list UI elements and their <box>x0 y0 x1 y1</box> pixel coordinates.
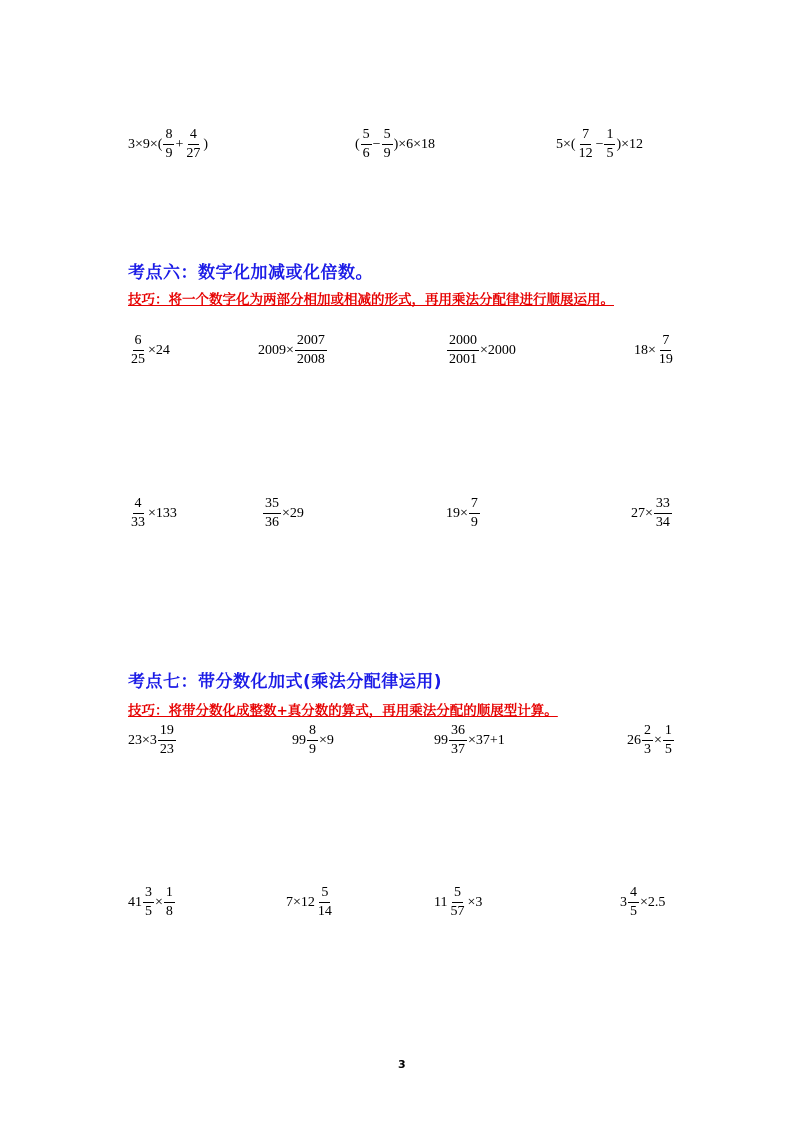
fraction <box>316 886 334 919</box>
fraction-denominator: 5 <box>606 146 614 161</box>
fraction-numerator: 33 <box>654 497 672 514</box>
expression-8 <box>128 497 177 530</box>
fraction-numerator: 4 <box>188 128 199 145</box>
expr-text: 23×3 <box>128 732 157 748</box>
expression-7 <box>634 334 676 367</box>
expr-text: 3 <box>620 894 627 910</box>
expression-16 <box>128 886 176 919</box>
fraction-denominator: 19 <box>658 352 673 367</box>
fraction-numerator: 7 <box>580 128 591 145</box>
expr-text: ×2000 <box>480 342 516 358</box>
fraction <box>382 128 393 161</box>
fraction-denominator: 36 <box>265 515 279 530</box>
fraction-numerator: 8 <box>163 128 174 145</box>
expr-text: 26 <box>627 732 641 748</box>
fraction <box>263 497 281 530</box>
expression-1 <box>128 128 208 161</box>
expression-10 <box>446 497 481 530</box>
expr-text: 2009× <box>258 342 294 358</box>
expr-text: ×3 <box>467 894 483 910</box>
fraction-denominator: 14 <box>317 904 332 919</box>
fraction-numerator: 1 <box>164 886 175 903</box>
fraction <box>604 128 615 161</box>
fraction <box>449 724 467 757</box>
fraction-denominator: 33 <box>131 515 145 530</box>
fraction-numerator: 2007 <box>295 334 327 351</box>
fraction-numerator: 1 <box>663 724 674 741</box>
fraction-numerator: 7 <box>660 334 671 351</box>
fraction <box>657 334 675 367</box>
fraction-denominator: 37 <box>451 742 465 757</box>
fraction <box>448 886 466 919</box>
fraction <box>295 334 327 367</box>
expression-14 <box>434 724 505 757</box>
expression-15 <box>627 724 675 757</box>
expression-4 <box>128 334 170 367</box>
expr-text: × <box>155 894 163 910</box>
fraction-denominator: 2001 <box>449 352 477 367</box>
fraction <box>469 497 480 530</box>
expr-text: ×2.5 <box>640 894 666 910</box>
fraction-denominator: 9 <box>383 146 391 161</box>
fraction-denominator: 8 <box>165 904 173 919</box>
expr-text: 19× <box>446 505 468 521</box>
expr-text: 18× <box>634 342 656 358</box>
fraction <box>577 128 595 161</box>
expr-text: + <box>175 136 184 152</box>
expr-text: 41 <box>128 894 142 910</box>
expr-text: ×37+1 <box>468 732 505 748</box>
fraction-numerator: 3 <box>143 886 154 903</box>
expr-text: 5×( <box>556 136 576 152</box>
fraction <box>361 128 372 161</box>
fraction <box>642 724 653 757</box>
fraction <box>628 886 639 919</box>
expr-text: 7×12 <box>286 894 315 910</box>
fraction-denominator: 5 <box>664 742 672 757</box>
fraction-denominator: 34 <box>655 515 670 530</box>
fraction <box>129 334 147 367</box>
expression-18 <box>434 886 482 919</box>
expression-19 <box>620 886 665 919</box>
expression-5 <box>258 334 328 367</box>
expr-text: − <box>595 136 604 152</box>
expression-13 <box>292 724 334 757</box>
fraction-numerator: 19 <box>158 724 176 741</box>
fraction-denominator: 2008 <box>296 352 325 367</box>
fraction <box>163 128 174 161</box>
section-6-heading: 考点六：数字化加减或化倍数。 <box>128 263 373 283</box>
expr-text: ×29 <box>282 505 304 521</box>
fraction <box>158 724 176 757</box>
expr-text: 27× <box>631 505 653 521</box>
section-6-tip: 技巧：将一个数字化为两部分相加或相减的形式，再用乘法分配律进行顺展运用。 <box>128 292 614 308</box>
fraction-numerator: 4 <box>133 497 144 514</box>
expr-text: )×12 <box>616 136 644 152</box>
fraction-numerator: 5 <box>319 886 330 903</box>
fraction <box>663 724 674 757</box>
expression-9 <box>262 497 304 530</box>
expression-3 <box>556 128 643 161</box>
fraction-denominator: 3 <box>644 742 651 757</box>
expression-2 <box>355 128 435 161</box>
fraction-denominator: 9 <box>309 742 316 757</box>
expr-text: )×6×18 <box>393 136 436 152</box>
expr-text: ×133 <box>148 505 177 521</box>
fraction-numerator: 4 <box>628 886 639 903</box>
expression-6 <box>446 334 516 367</box>
fraction-denominator: 57 <box>450 904 465 919</box>
expr-text: ) <box>203 136 209 152</box>
fraction-denominator: 25 <box>131 352 145 367</box>
expression-11 <box>631 497 673 530</box>
fraction <box>307 724 318 757</box>
fraction-denominator: 6 <box>362 146 370 161</box>
expr-text: 99 <box>292 732 306 748</box>
fraction-denominator: 5 <box>630 904 637 919</box>
fraction <box>164 886 175 919</box>
fraction <box>654 497 672 530</box>
fraction-numerator: 2000 <box>447 334 479 351</box>
fraction-numerator: 5 <box>452 886 463 903</box>
fraction <box>447 334 479 367</box>
fraction-numerator: 5 <box>361 128 372 145</box>
section-7-heading: 考点七：带分数化加式(乘法分配律运用) <box>128 672 443 692</box>
fraction-denominator: 27 <box>186 146 201 161</box>
fraction-numerator: 36 <box>449 724 467 741</box>
fraction-numerator: 8 <box>307 724 318 741</box>
fraction-denominator: 12 <box>578 146 593 161</box>
expr-text: ×9 <box>319 732 334 748</box>
expression-12 <box>128 724 177 757</box>
section-7-tip: 技巧：将带分数化成整数+真分数的算式，再用乘法分配的顺展型计算。 <box>128 703 558 719</box>
fraction-denominator: 23 <box>159 742 174 757</box>
fraction <box>129 497 147 530</box>
fraction-denominator: 9 <box>165 146 173 161</box>
fraction-numerator: 6 <box>133 334 144 351</box>
expr-text: ( <box>355 136 360 152</box>
fraction-numerator: 7 <box>469 497 480 514</box>
fraction-numerator: 5 <box>382 128 393 145</box>
fraction-denominator: 5 <box>145 904 152 919</box>
expr-text: × <box>654 732 662 748</box>
expr-text: 99 <box>434 732 448 748</box>
expr-text: − <box>372 136 381 152</box>
fraction <box>143 886 154 919</box>
page-number: 3 <box>398 1058 406 1071</box>
expr-text: 11 <box>434 894 448 910</box>
expr-text: ×24 <box>148 342 170 358</box>
fraction-denominator: 9 <box>470 515 478 530</box>
expr-text: 3×9×( <box>128 136 163 152</box>
fraction-numerator: 35 <box>263 497 281 514</box>
fraction-numerator: 2 <box>642 724 653 741</box>
fraction-numerator: 1 <box>604 128 615 145</box>
expression-17 <box>286 886 335 919</box>
fraction <box>184 128 202 161</box>
